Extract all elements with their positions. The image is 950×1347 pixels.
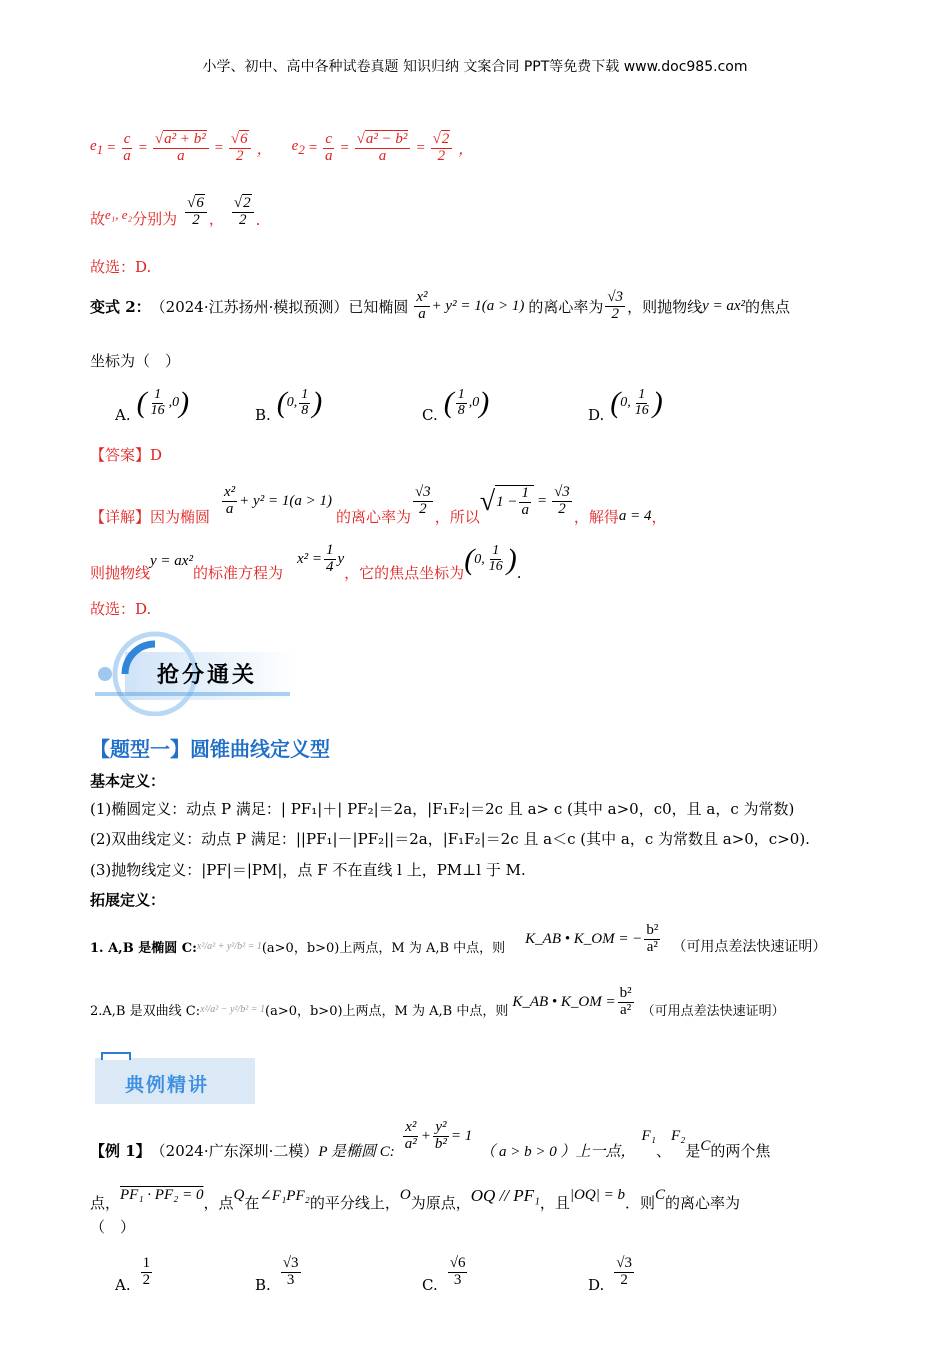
variant2-option-d[interactable]: D. ( 0 , $\frac{1}{16}$ ): [588, 386, 663, 424]
basic-definition-title: 基本定义：: [90, 772, 166, 790]
variant2-question: 变式 2： （2024·江苏扬州·模拟预测）已知椭圆 $\frac{\text{x²}}{a}$ + y² = 1(a > 1) 的离心率为 $\frac{√3}{2}$ ，则抛物线 y = ax² 的焦点: [90, 289, 791, 322]
variant2-option-b[interactable]: B. ( 0 , $\frac{1}{8}$ ): [255, 386, 323, 424]
e1-formula: $e_1$ = $\frac{c}{a}$ = $\frac{\text{√a² + b²}}{a}$ = $\frac{√6}{2}$ ， $e_2$ = $\frac{c}{a}$ = $\frac{\text{√a² − b²}}{a}$ = $\frac{√2}{2}$ ，: [90, 131, 474, 164]
extended-definition-1: 1. A,B 是椭圆 C: x²/a² + y²/b² = 1 (a>0，b>0)上两点，M 为 A,B 中点，则 K_AB • K_OM = − $\frac{\text{b²}}{\text{a²}}$ （可用点差法快速证明）: [90, 921, 827, 956]
variant2-detail-line2: 则抛物线 y = ax² 的标准方程为 x² = $\frac{1}{4}$ y ，它的焦点坐标为 ( 0 , $\frac{1}{16}$ ) .: [90, 542, 522, 582]
solution-conclusion: 故 e₁, e₂ 分别为 $\frac{√6}{2}$ ， $\frac{√2}{2}$ .: [90, 195, 261, 229]
example1-question-line2: 点， PF₁ · PF₂ = 0 ，点 Q 在 ∠F₁PF₂ 的平分线上， O 为原点， OQ // PF₁ ，且 |OQ| = b ．则 C 的离心率为: [90, 1185, 741, 1212]
example-section-title: 典例精讲: [125, 1074, 210, 1096]
definition-parabola: (3)抛物线定义：|PF|＝|PM|，点 F 不在直线 l 上，PM⊥l 于 M.: [90, 861, 526, 879]
section-title: 抢分通关: [157, 663, 258, 688]
extended-definition-2: 2.A,B 是双曲线 C: x²/a² − y²/b² = 1 (a>0，b>0)上两点，M 为 A,B 中点，则 K_AB • K_OM = $\frac{\text{b²}}{\text{a²}}$ （可用点差法快速证明）: [90, 985, 785, 1019]
extended-definition-title: 拓展定义：: [90, 891, 166, 909]
variant2-detail: 【详解】因为椭圆 $\frac{\text{x²}}{a}$ + y² = 1(a > 1) 的离心率为 $\frac{√3}{2}$ ，所以 √ 1 − $\frac{1}{a}$ = $\frac{√3}{2}$ ，解得 a = 4 ，: [90, 484, 667, 526]
page-header: 小学、初中、高中各种试卷真题 知识归纳 文案合同 PPT等免费下载 www.doc985.com: [202, 59, 748, 75]
variant2-choice: 故选：D.: [90, 600, 152, 618]
variant2-answer: 【答案】D: [90, 446, 163, 464]
example1-question: 【例 1】 （2024·广东深圳·二模） P 是椭圆 C: $\frac{\text{x²}}{\text{a²}}$ + $\frac{\text{y²}}{\text{b²}}$ = 1 （ a > b > 0 ）上一点， F₁ 、 F₂ 是 C 的两个焦: [90, 1119, 771, 1160]
definition-ellipse: (1)椭圆定义：动点 P 满足：| PF₁|＋| PF₂|＝2a，|F₁F₂|＝2c 且 a> c (其中 a>0，c0，且 a，c 为常数): [90, 800, 795, 818]
example1-option-a[interactable]: A. $\frac{1}{2}$: [115, 1254, 151, 1294]
variant2-option-a[interactable]: A. ( $\frac{1}{16}$ , 0 ): [115, 386, 190, 424]
type1-heading: 【题型一】圆锥曲线定义型: [90, 737, 330, 761]
example1-blank: （ ）: [90, 1218, 136, 1236]
example1-option-c[interactable]: C. $\frac{√6}{3}$: [422, 1254, 466, 1294]
solution-choice: 故选：D.: [90, 258, 152, 276]
variant2-question-cont: 坐标为（ ）: [90, 352, 181, 370]
example1-option-b[interactable]: B. $\frac{√3}{3}$: [255, 1254, 299, 1294]
definition-hyperbola: (2)双曲线定义：动点 P 满足：||PF₁|－|PF₂||＝2a，|F₁F₂|＝2c 且 a＜c (其中 a，c 为常数且 a>0，c>0).: [90, 830, 810, 848]
variant2-option-c[interactable]: C. ( $\frac{1}{8}$ , 0 ): [422, 386, 490, 424]
example1-option-d[interactable]: D. $\frac{√3}{2}$: [588, 1254, 632, 1294]
example-box-tab: [101, 1052, 131, 1060]
